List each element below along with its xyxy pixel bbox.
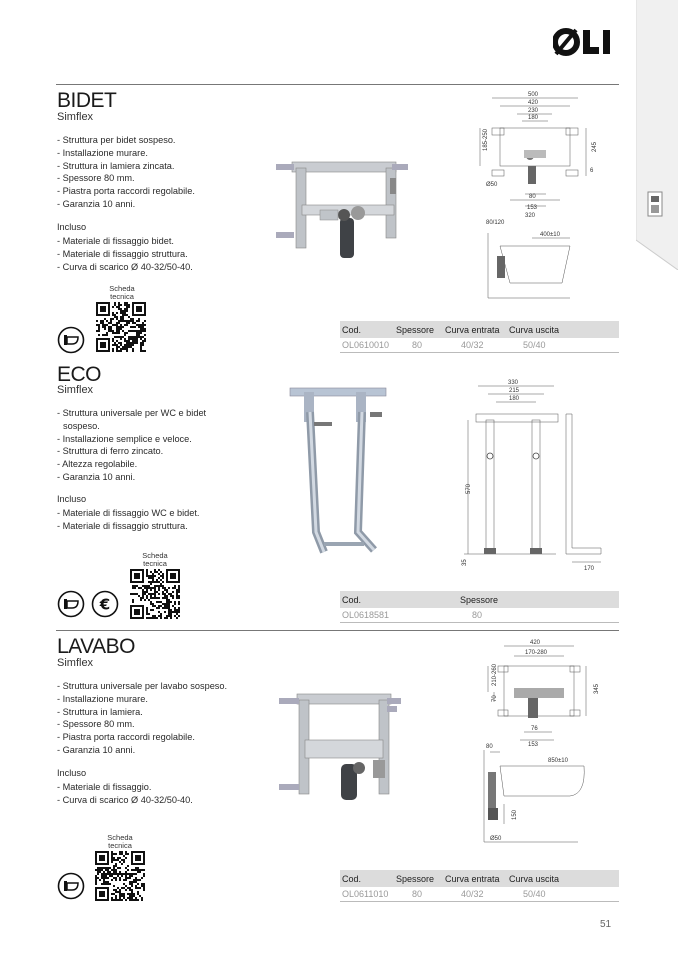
svg-text:76: 76 [531, 726, 538, 732]
eco-features [57, 407, 206, 484]
qr-code-icon[interactable] [130, 569, 180, 619]
feature-item: - Garanzia 10 anni. [57, 471, 136, 482]
wall-hung-toilet-icon [57, 590, 85, 618]
feature-item: - Struttura di ferro zincato. [57, 446, 164, 457]
svg-text:Ø50: Ø50 [486, 182, 498, 188]
lavabo-features [57, 680, 227, 757]
svg-text:345: 345 [594, 683, 600, 694]
svg-text:185-250: 185-250 [483, 128, 489, 151]
lavabo-included [57, 781, 193, 807]
wall-hung-toilet-icon [57, 326, 85, 354]
svg-text:80/120: 80/120 [486, 220, 505, 226]
bidet-included [57, 235, 193, 273]
wall-hung-toilet-icon [57, 872, 85, 900]
feature-item: - Garanzia 10 anni. [57, 744, 136, 755]
lavabo-technical-drawing [474, 636, 606, 856]
included-item: - Materiale di fissaggio struttura. [57, 520, 188, 531]
eco-frame-photo [286, 382, 396, 562]
feature-item: - Struttura universale per lavabo sospeso. [57, 681, 228, 691]
svg-text:70: 70 [492, 695, 498, 702]
svg-text:170-280: 170-280 [525, 650, 548, 656]
included-item: - Materiale di fissaggio. [57, 782, 152, 792]
svg-text:153: 153 [528, 742, 539, 748]
page-number: 51 [600, 919, 612, 930]
svg-text:180: 180 [509, 396, 520, 402]
section-divider [56, 84, 619, 85]
feature-item: - Piastra porta raccordi regolabile. [57, 732, 195, 743]
svg-text:Ø50: Ø50 [490, 836, 502, 842]
qr-code-icon[interactable] [95, 851, 145, 901]
included-item: - Materiale di fissaggio struttura. [57, 248, 188, 259]
svg-text:420: 420 [528, 100, 539, 106]
eco-included-label: Incluso [57, 494, 87, 504]
included-item: - Curva di scarico Ø 40-32/50-40. [57, 261, 193, 272]
bidet-frame-photo [274, 150, 414, 275]
eco-included [57, 507, 199, 533]
svg-text:215: 215 [509, 388, 520, 394]
lavabo-included-label: Incluso [57, 768, 87, 778]
svg-text:210-260: 210-260 [492, 663, 498, 686]
svg-text:170: 170 [584, 566, 595, 572]
svg-text:245: 245 [592, 141, 598, 152]
feature-item: - Piastra porta raccordi regolabile. [57, 186, 195, 197]
svg-text:850±10: 850±10 [548, 758, 568, 764]
feature-item: - Spessore 80 mm. [57, 719, 135, 730]
table-header: Cod. Spessore Curva entrata Curva uscita [340, 870, 619, 887]
scheda-tecnica-label: Scheda tecnica [142, 551, 168, 568]
feature-item: - Struttura in lamiera. [57, 706, 143, 717]
qr-code-icon[interactable] [96, 302, 146, 352]
frame-thumbnail-icon [648, 192, 662, 216]
svg-text:35: 35 [462, 559, 468, 566]
table-header: Cod. Spessore Curva entrata Curva uscita [340, 321, 619, 338]
table-header: Cod. Spessore [340, 591, 619, 608]
section-divider [56, 630, 619, 631]
table-row: OL0611010 80 40/32 50/40 [340, 887, 619, 902]
svg-text:80: 80 [486, 744, 493, 750]
feature-item: - Installazione semplice e veloce. [57, 433, 192, 444]
feature-item: - Struttura universale per WC e bidet [57, 408, 207, 418]
feature-item: - Altezza regolabile. [57, 459, 138, 470]
lavabo-product-table [340, 870, 619, 902]
svg-text:500: 500 [528, 92, 539, 98]
lavabo-frame-photo [275, 688, 405, 806]
eco-product-table [340, 591, 619, 623]
feature-item: - Installazione murare. [57, 693, 148, 704]
feature-item: sospeso. [63, 420, 100, 431]
bidet-included-label: Incluso [57, 222, 87, 232]
svg-text:400±10: 400±10 [540, 232, 560, 238]
svg-text:153: 153 [527, 205, 538, 211]
included-item: - Materiale di fissaggio bidet. [57, 236, 174, 246]
bidet-product-table [340, 321, 619, 353]
svg-text:420: 420 [530, 640, 541, 646]
svg-text:330: 330 [508, 380, 519, 386]
table-row: OL0610010 80 40/32 50/40 [340, 338, 619, 353]
svg-text:€: € [99, 595, 111, 614]
svg-text:80: 80 [529, 194, 536, 200]
feature-item: - Installazione murare. [57, 147, 148, 158]
feature-item: - Struttura in lamiera zincata. [57, 160, 175, 171]
scheda-tecnica-label: Scheda tecnica [107, 833, 133, 850]
svg-text:150: 150 [512, 809, 518, 820]
lavabo-subtitle: Simflex [57, 657, 94, 669]
eco-technical-drawing [456, 376, 606, 572]
side-category-tab[interactable] [636, 0, 678, 270]
feature-item: - Struttura per bidet sospeso. [57, 135, 176, 145]
lavabo-title: LAVABO [57, 635, 135, 658]
svg-text:180: 180 [528, 115, 539, 121]
eco-subtitle: Simflex [57, 384, 94, 396]
bidet-subtitle: Simflex [57, 111, 94, 123]
eco-title: ECO [57, 363, 102, 386]
feature-item: - Garanzia 10 anni. [57, 198, 136, 209]
svg-text:570: 570 [466, 483, 472, 494]
included-item: - Materiale di fissaggio WC e bidet. [57, 508, 200, 518]
scheda-tecnica-label: Scheda tecnica [109, 284, 135, 301]
bidet-features [57, 134, 195, 211]
svg-text:320: 320 [525, 213, 536, 219]
oli-logo [553, 22, 623, 62]
svg-text:6: 6 [590, 168, 594, 174]
included-item: - Curva di scarico Ø 40-32/50-40. [57, 794, 193, 805]
table-row: OL0618581 80 [340, 608, 619, 623]
feature-item: - Spessore 80 mm. [57, 173, 135, 184]
bidet-title: BIDET [57, 89, 117, 112]
svg-text:230: 230 [528, 108, 539, 114]
bidet-technical-drawing [470, 88, 602, 314]
euro-price-icon [91, 590, 119, 618]
